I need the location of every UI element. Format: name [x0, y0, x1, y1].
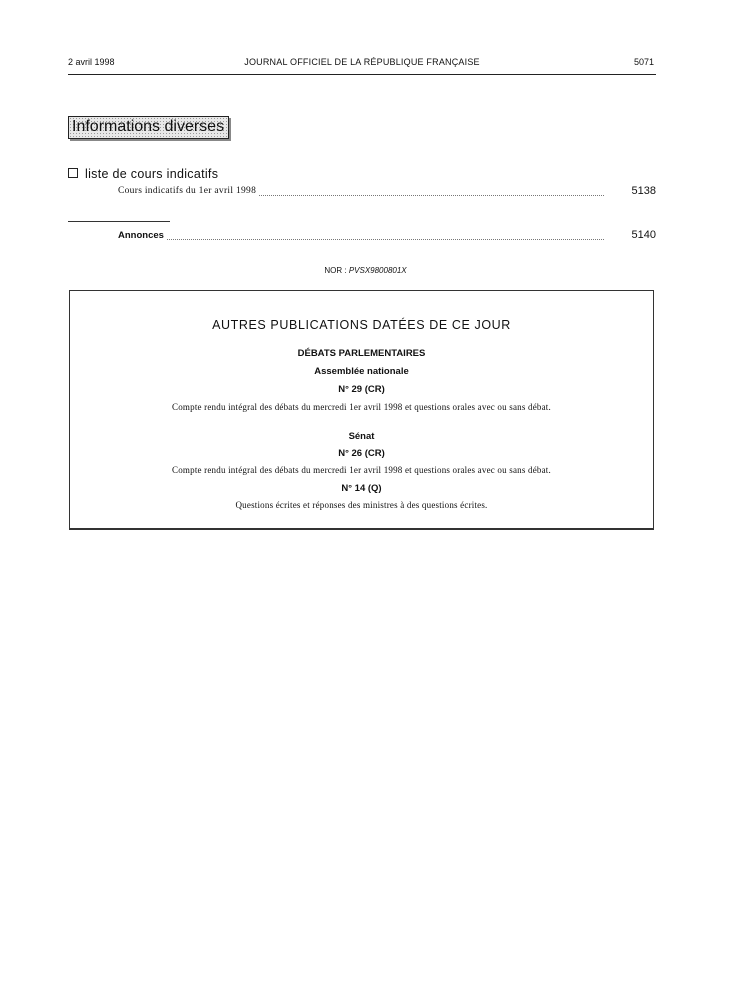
- page-number: 5071: [633, 57, 654, 67]
- senate-issue-description: Questions écrites et réponses des ministres à des questions écrites.: [235, 500, 488, 510]
- other-publications-box: [69, 290, 654, 530]
- publications-title: AUTRES PUBLICATIONS DATÉES DE CE JOUR: [212, 318, 511, 332]
- assembly-issue-description: Compte rendu intégral des débats du mercredi 1er avril 1998 et questions orales avec ou sans débat.: [172, 402, 551, 412]
- header-divider: [68, 74, 656, 75]
- nor-reference: [0, 266, 731, 275]
- assembly-name: Assemblée nationale: [314, 366, 409, 377]
- toc-entry[interactable]: [118, 230, 656, 244]
- toc-heading-label: liste de cours indicatifs: [85, 167, 219, 181]
- dot-leader: [118, 239, 604, 240]
- toc-entry-label: Annonces: [118, 230, 167, 241]
- toc-heading: [68, 167, 218, 181]
- senate-issue-description: Compte rendu intégral des débats du mercredi 1er avril 1998 et questions orales avec ou sans débat.: [172, 465, 551, 475]
- toc-entry-label: Cours indicatifs du 1er avril 1998: [118, 186, 259, 196]
- journal-title: JOURNAL OFFICIEL DE LA RÉPUBLIQUE FRANÇAISE: [244, 57, 480, 67]
- toc-divider: [68, 221, 170, 222]
- nor-prefix: NOR :: [324, 266, 347, 275]
- toc-entry[interactable]: [118, 186, 656, 200]
- checkbox-square-icon: [68, 168, 78, 178]
- toc-entry-page: 5138: [631, 185, 656, 197]
- senate-issue-number: N° 26 (CR): [338, 448, 385, 459]
- publications-category: DÉBATS PARLEMENTAIRES: [297, 348, 426, 359]
- senate-name: Sénat: [348, 431, 375, 442]
- assembly-issue-number: N° 29 (CR): [338, 384, 385, 395]
- toc-entry-page: 5140: [631, 229, 656, 241]
- issue-date: 2 avril 1998: [68, 57, 115, 67]
- nor-code: PVSX9800801X: [348, 266, 407, 275]
- senate-issue-number: N° 14 (Q): [341, 483, 382, 494]
- page-header: [68, 57, 656, 70]
- section-title: Informations diverses: [68, 116, 229, 139]
